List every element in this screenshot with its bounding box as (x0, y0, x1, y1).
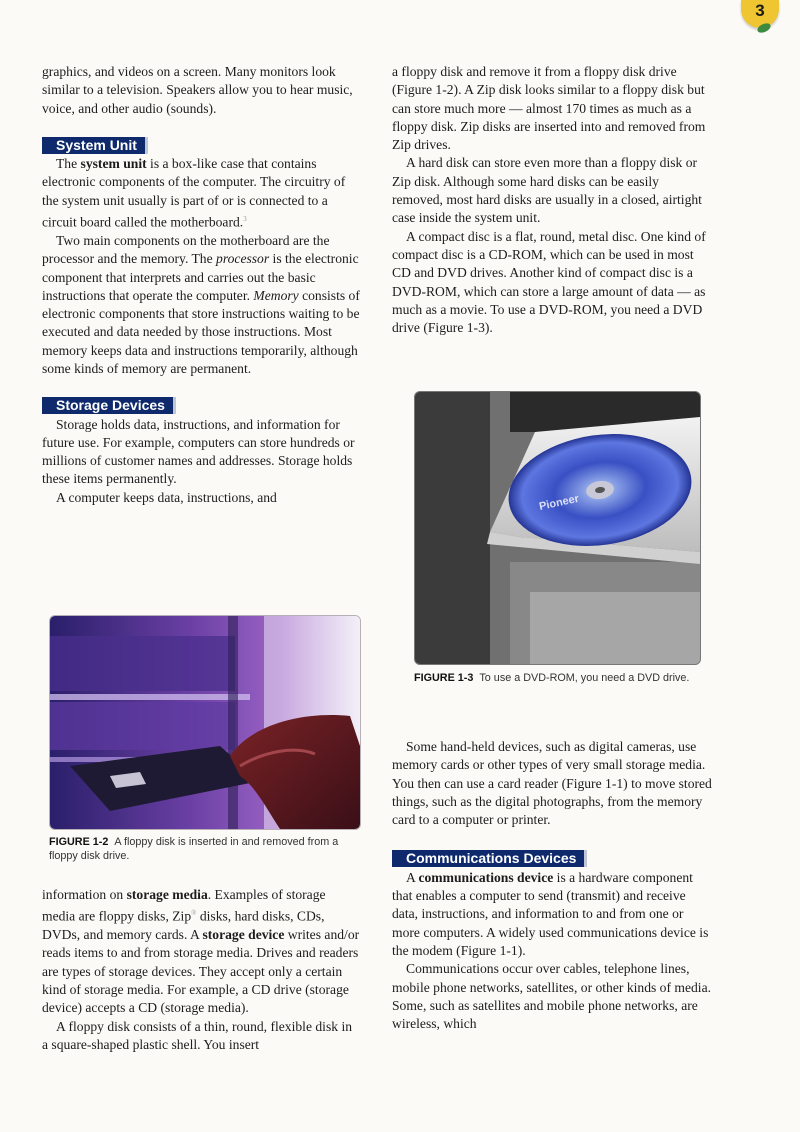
figure-1-2-image (49, 615, 361, 830)
floppy-drive-photo (50, 616, 360, 829)
communications-paragraph-1: A communications device is a hardware component that enables a computer to send (transmit) and receive data, instructions, and information to and from one or more computers. A widely used communications device is the modem (Figure 1-1). (392, 869, 709, 958)
storage-devices-heading: Storage Devices (42, 397, 176, 414)
storage-devices-paragraph-1: Storage holds data, instructions, and information for future use. For example, computers can store hundreds or millions of customer names and addresses. Storage holds these items permanently. (42, 416, 355, 487)
figure-1-3-label: FIGURE 1-3 (414, 672, 474, 684)
system-unit-heading: System Unit (42, 137, 148, 154)
right-paragraph-2: A hard disk can store even more than a floppy disk or Zip disk. Although some hard disks can be easily removed, most hard disks are usually in a closed, airtight case inside the system unit. (392, 155, 702, 226)
svg-text:Pioneer: Pioneer (538, 492, 581, 513)
page-number-tab (741, 0, 779, 28)
right-paragraph-1: a floppy disk and remove it from a floppy disk drive (Figure 1-2). A Zip disk looks similar to a floppy disk but can store much more — almost 170 times as much as a floppy disk. Zip disks are inserted into and removed from Zip drives. (392, 64, 706, 153)
left-column-bottom (42, 886, 360, 1054)
right-paragraph-4: Some hand-held devices, such as digital cameras, use memory cards or other types of very small storage media. You then can use a card reader (Figure 1-1) to move stored things, such as the digital photographs, from the memory card to a computer or printer. (392, 739, 712, 828)
dvd-drive-photo (415, 392, 700, 664)
storage-devices-paragraph-2: A computer keeps data, instructions, and (56, 489, 277, 505)
figure-1-2-caption (49, 835, 349, 863)
left-column-top (42, 63, 360, 507)
communications-devices-heading: Communications Devices (392, 850, 587, 867)
system-unit-paragraph-1: The system unit is a box-like case that contains electronic components of the computer. The circuitry of the system unit usually is part of or is connected to a circuit board called the motherboard.$^3$ (42, 156, 346, 230)
figure-1-3-caption (414, 671, 699, 685)
communications-paragraph-2: Communications occur over cables, telephone lines, mobile phone networks, satellites, or other kinds of media. Some, such as satellites and mobile phone networks, are wireless, which (392, 961, 712, 1032)
figure-1-3-image (414, 391, 701, 665)
figure-1-3-caption-text: To use a DVD-ROM, you need a DVD drive. (479, 672, 690, 684)
right-column-bottom (392, 738, 712, 1033)
right-paragraph-3: A compact disc is a flat, round, metal disc. One kind of compact disc is a CD-ROM, which can be used in most CD and DVD drives. Another kind of compact disc is a DVD-ROM, which can store a large amount of data — as much as a movie. To use a DVD-ROM, you need a DVD drive (Figure 1-3). (392, 228, 706, 336)
page-number: 3 (755, 1, 765, 20)
right-column-top (392, 63, 712, 337)
footnote-mark: 3 (243, 215, 247, 224)
storage-media-paragraph: information on storage media. Examples of storage media are floppy disks, Zip® disks, hard disks, CDs, DVDs, and memory cards. A storage device writes and/or reads items to and from storage media. Drives and readers are types of storage devices. They accept only a certain kind of storage media. For example, a CD drive (storage device) accepts a CD (storage media). (42, 887, 360, 1016)
figure-1-2-caption-text: A floppy disk is inserted in and removed from a floppy disk drive. (49, 836, 339, 862)
intro-paragraph: graphics, and videos on a screen. Many monitors look similar to a television. Speakers allow you to hear music, voice, and other audio (sounds). (42, 64, 353, 116)
floppy-paragraph: A floppy disk consists of a thin, round, flexible disk in a square-shaped plastic shell. You insert (42, 1018, 353, 1052)
figure-1-2-label: FIGURE 1-2 (49, 836, 109, 848)
system-unit-paragraph-2: Two main components on the motherboard are the processor and the memory. The processor is the electronic component that interprets and carries out the basic instructions that operate the computer. Memory consists of electronic components that store instructions waiting to be executed and data needed by those instructions. Most memory keeps data and instructions temporarily, although some kinds of memory are permanent. (42, 232, 360, 376)
